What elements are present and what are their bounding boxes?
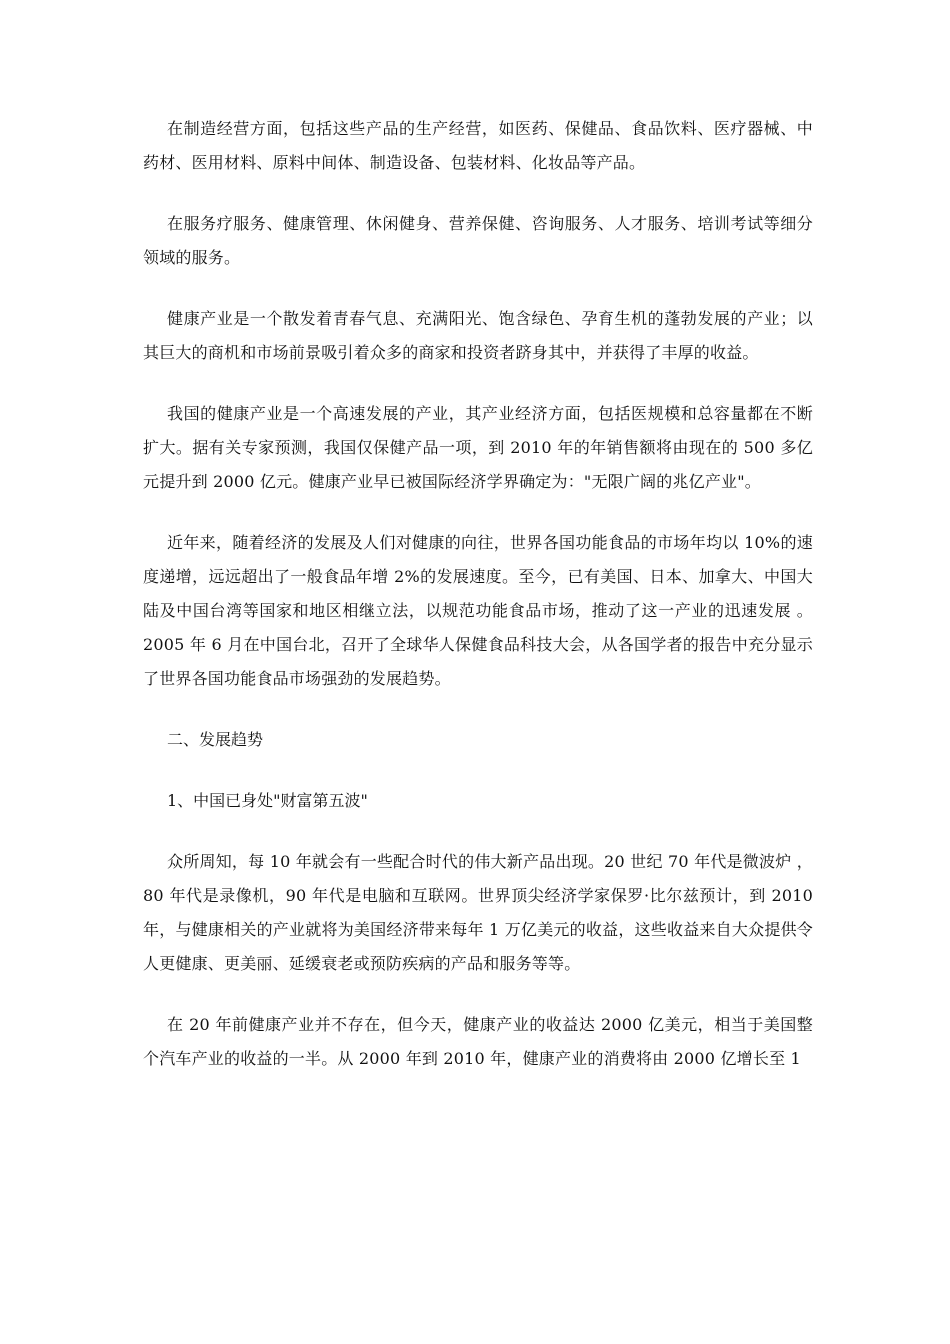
section-heading: 二、发展趋势 <box>167 730 264 749</box>
paragraph-fifth-wave: 众所周知，每 10 年就会有一些配合时代的伟大新产品出现。20 世纪 70 年代是微波炉 ，80 年代是录像机，90 年代是电脑和互联网。世界顶尖经济学家保罗·比尔兹预计，到 2010 年，与健康相关的产业就将为美国经济带来每年 1 万亿美元的收益，这些收益来自大众提供令人更健康、更美丽、延缓衰老或预防疾病的产品和服务等等。 <box>143 852 813 973</box>
paragraph-services: 在服务疗服务、健康管理、休闲健身、营养保健、咨询服务、人才服务、培训考试等细分领域的服务。 <box>143 214 813 267</box>
subsection-heading: 1、中国已身处"财富第五波" <box>167 791 368 810</box>
paragraph-revenue: 在 20 年前健康产业并不存在，但今天，健康产业的收益达 2000 亿美元，相当于美国整个汽车产业的收益的一半。从 2000 年到 2010 年，健康产业的消费将由 2000 亿增长至 1 <box>143 1015 813 1068</box>
paragraph-domestic-growth: 我国的健康产业是一个高速发展的产业，其产业经济方面，包括医规模和总容量都在不断扩大。据有关专家预测，我国仅保健产品一项，到 2010 年的年销售额将由现在的 500 多亿元提升到 2000 亿元。健康产业早已被国际经济学界确定为："无限广阔的兆亿产业"。 <box>143 404 813 491</box>
paragraph-manufacturing: 在制造经营方面，包括这些产品的生产经营，如医药、保健品、食品饮料、医疗器械、中药材、医用材料、原料中间体、制造设备、包装材料、化妆品等产品。 <box>143 119 813 172</box>
paragraph-functional-food: 近年来，随着经济的发展及人们对健康的向往，世界各国功能食品的市场年均以 10%的速度递增，远远超出了一般食品年增 2%的发展速度。至今，已有美国、日本、加拿大、中国大陆及中国台湾等国家和地区相继立法，以规范功能食品市场，推动了这一产业的迅速发展 。2005 年 6 月在中国台北，召开了全球华人保健食品科技大会，从各国学者的报告中充分显示了世界各国功能食品市场强劲的发展趋势。 <box>143 533 813 688</box>
paragraph-health-industry: 健康产业是一个散发着青春气息、充满阳光、饱含绿色、孕育生机的蓬勃发展的产业；以其巨大的商机和市场前景吸引着众多的商家和投资者跻身其中，并获得了丰厚的收益。 <box>143 309 813 362</box>
document-page <box>143 112 813 1103</box>
